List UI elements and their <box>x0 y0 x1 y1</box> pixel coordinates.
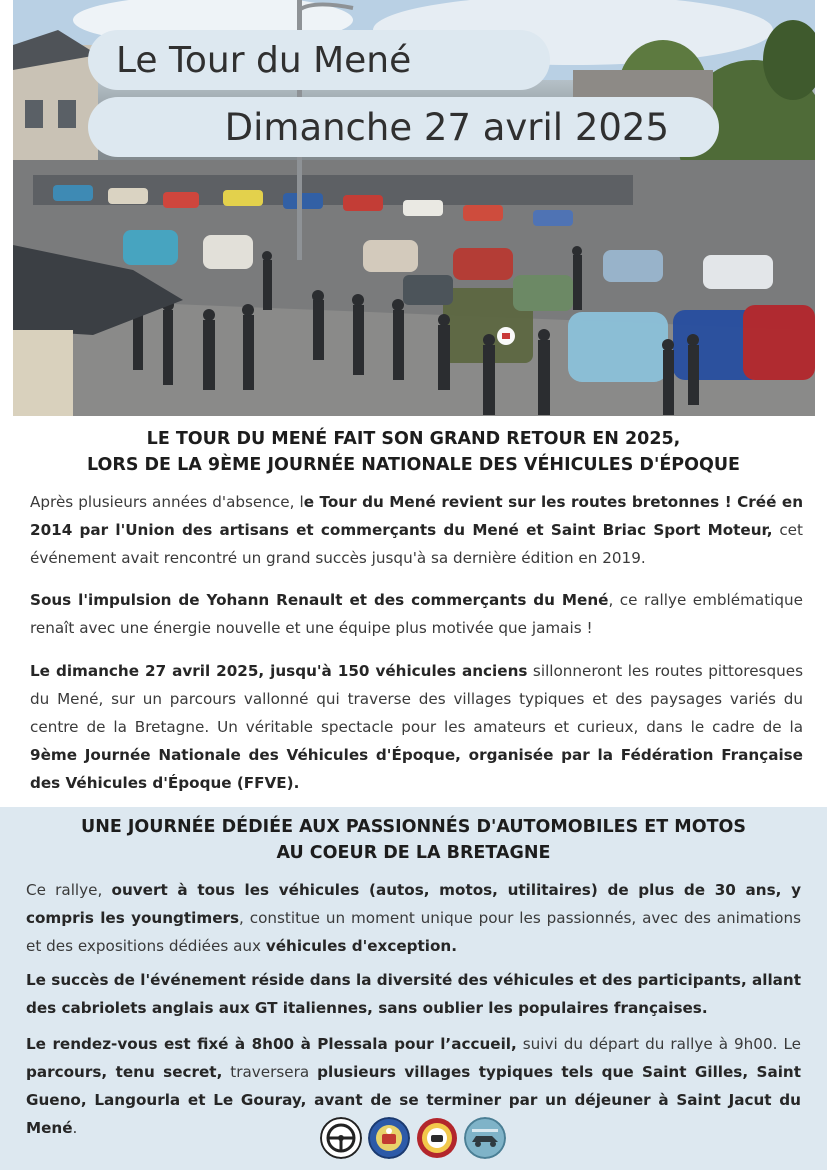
bold-run: ouvert à tous les véhicules (autos, motos, utilitaires) de plus de 30 ans, y compris les youngtimers <box>26 881 801 927</box>
section-2-heading-line2: AU COEUR DE LA BRETAGNE <box>276 843 551 863</box>
section-2-heading <box>0 814 827 866</box>
event-date: Dimanche 27 avril 2025 <box>88 97 719 157</box>
bold-run: parcours, tenu secret, <box>26 1063 223 1081</box>
paragraph-intro <box>30 488 803 572</box>
event-title: Le Tour du Mené <box>88 30 550 90</box>
federation-crest-logo-icon <box>368 1117 410 1159</box>
text-run: sillonneront les routes pittoresques du Mené, sur un parcours vallonné qui traverse des villages typiques et des paysages variés du centre de la Bretagne. Un véritable spectacle pour les amateurs et curieux, dans le cadre de la <box>30 662 803 736</box>
text-run: traversera <box>222 1063 318 1081</box>
classic-car-emblem-logo-icon <box>416 1117 458 1159</box>
text-run: Après plusieurs années d'absence, l <box>30 493 304 511</box>
section-1-heading <box>0 426 827 478</box>
text-run: . <box>72 1119 78 1137</box>
paragraph-success <box>26 966 801 1022</box>
bold-run: e Tour du Mené revient sur les routes bretonnes ! Créé en 2014 par l'Union des artisans et commerçants du Mené et Saint Briac Sport Moteur, <box>30 493 804 539</box>
vintage-car-silhouette-logo-icon <box>464 1117 506 1159</box>
bold-run: Le succès de l'événement réside dans la diversité des véhicules et des participants, allant des cabriolets anglais aux GT italiennes, sans oublier les populaires françaises. <box>26 971 801 1017</box>
text-run: , constitue un moment unique pour les passionnés, avec des animations et des expositions dédiées aux <box>26 909 801 955</box>
steering-wheel-club-logo-icon <box>320 1117 362 1159</box>
section-1-heading-line2: LORS DE LA 9ÈME JOURNÉE NATIONALE DES VÉHICULES D'ÉPOQUE <box>86 455 741 475</box>
paragraph-date-details <box>30 657 803 797</box>
bold-run: Le rendez-vous est fixé à 8h00 à Plessala pour l’accueil, <box>26 1035 517 1053</box>
bold-run: plusieurs villages typiques tels que Saint Gilles, Saint Gueno, Langourla et Le Gouray, avant de se terminer par un déjeuner à Saint Jacut du Mené <box>26 1063 801 1137</box>
hero-photo <box>13 0 815 416</box>
paragraph-open-to-all <box>26 876 801 960</box>
section-1-heading-line1: LE TOUR DU MENÉ FAIT SON GRAND RETOUR EN 2025, <box>146 429 681 449</box>
bold-run: Sous l'impulsion de Yohann Renault et des commerçants du Mené <box>30 591 609 609</box>
text-run: cet événement avait rencontré un grand succès jusqu'à sa dernière édition en 2019. <box>30 521 803 567</box>
sponsor-logos <box>320 1117 506 1163</box>
bold-run: 9ème Journée Nationale des Véhicules d'Époque, organisée par la Fédération Française des Véhicules d'Époque (FFVE). <box>30 746 803 792</box>
text-run: Ce rallye, <box>26 881 112 899</box>
text-run: , ce rallye emblématique renaît avec une énergie nouvelle et une équipe plus motivée que jamais ! <box>30 591 803 637</box>
text-run: suivi du départ du rallye à 9h00. Le <box>516 1035 801 1053</box>
section-2-heading-line1: UNE JOURNÉE DÉDIÉE AUX PASSIONNÉS D'AUTOMOBILES ET MOTOS <box>80 817 746 837</box>
bold-run: véhicules d'exception. <box>265 937 457 955</box>
paragraph-impulse <box>30 586 803 642</box>
bold-run: Le dimanche 27 avril 2025, jusqu'à 150 véhicules anciens <box>30 662 528 680</box>
